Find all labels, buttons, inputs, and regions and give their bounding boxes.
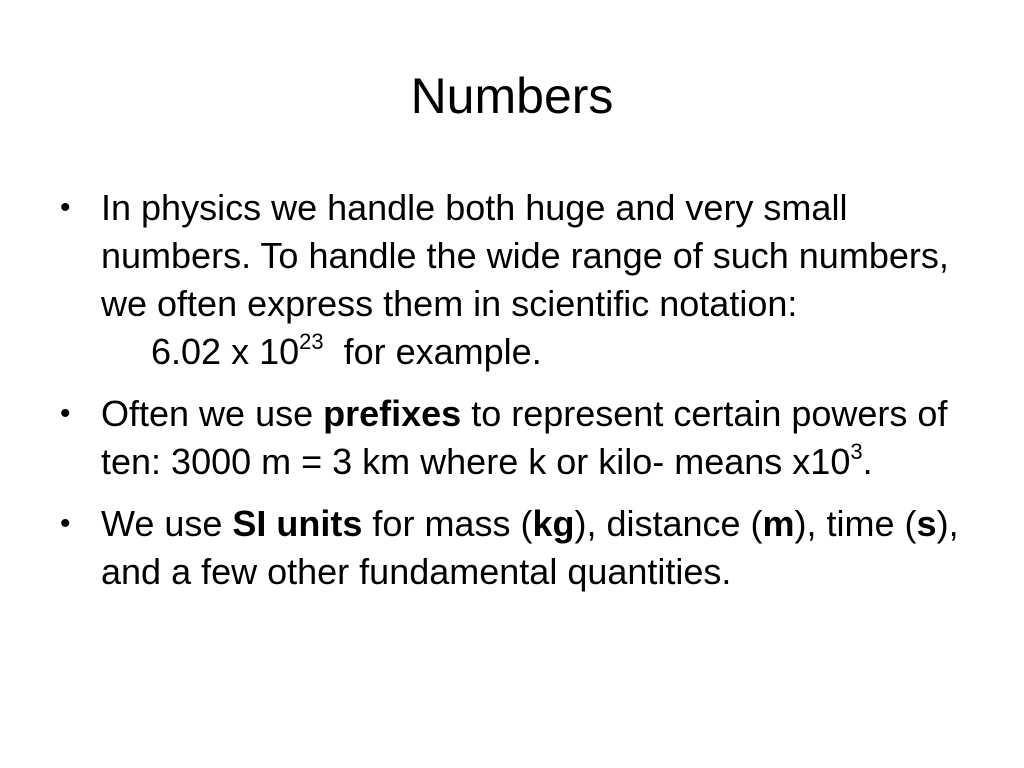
bullet-text-part: to represent certain powers of ten: 3000 m = 3 km where k or kilo- means x10 (101, 393, 948, 482)
bullet-text (101, 503, 959, 592)
bullet-text-part: for mass ( (362, 503, 533, 544)
bullet-text-part: . (862, 441, 873, 482)
bullet-text-part: Often we use (101, 393, 324, 434)
bold-unit-m: m (762, 503, 795, 544)
slide-title: Numbers (410, 68, 614, 124)
bullet-item-prefixes (56, 390, 976, 486)
bullet-text-part: ), and a few other fundamental quantities. (101, 503, 959, 592)
bold-unit-s: s (916, 503, 937, 544)
bullet-dot-icon: • (60, 397, 71, 430)
bold-term-si-units: SI units (232, 503, 363, 544)
bullet-text-part: ), time ( (794, 503, 917, 544)
bullet-dot-icon: • (60, 507, 71, 540)
bullet-item-scientific-notation (56, 184, 976, 376)
bold-unit-kg: kg (532, 503, 575, 544)
bullet-list (56, 184, 976, 610)
bullet-text-part: for example. (323, 331, 542, 372)
bullet-text-part: ), distance ( (574, 503, 763, 544)
example-number: 6.02 x 10 (101, 331, 300, 372)
bullet-text (101, 393, 947, 482)
bullet-item-si-units (56, 500, 976, 596)
bullet-dot-icon: • (60, 191, 71, 224)
exponent: 23 (299, 329, 324, 354)
bullet-text-part: In physics we handle both huge and very small numbers. To handle the wide range of such numbers, we often express them in scientific notation: (101, 187, 949, 324)
bullet-text (101, 187, 949, 372)
bold-term-prefixes: prefixes (323, 393, 462, 434)
exponent: 3 (850, 439, 863, 464)
bullet-text-part: We use (101, 503, 233, 544)
